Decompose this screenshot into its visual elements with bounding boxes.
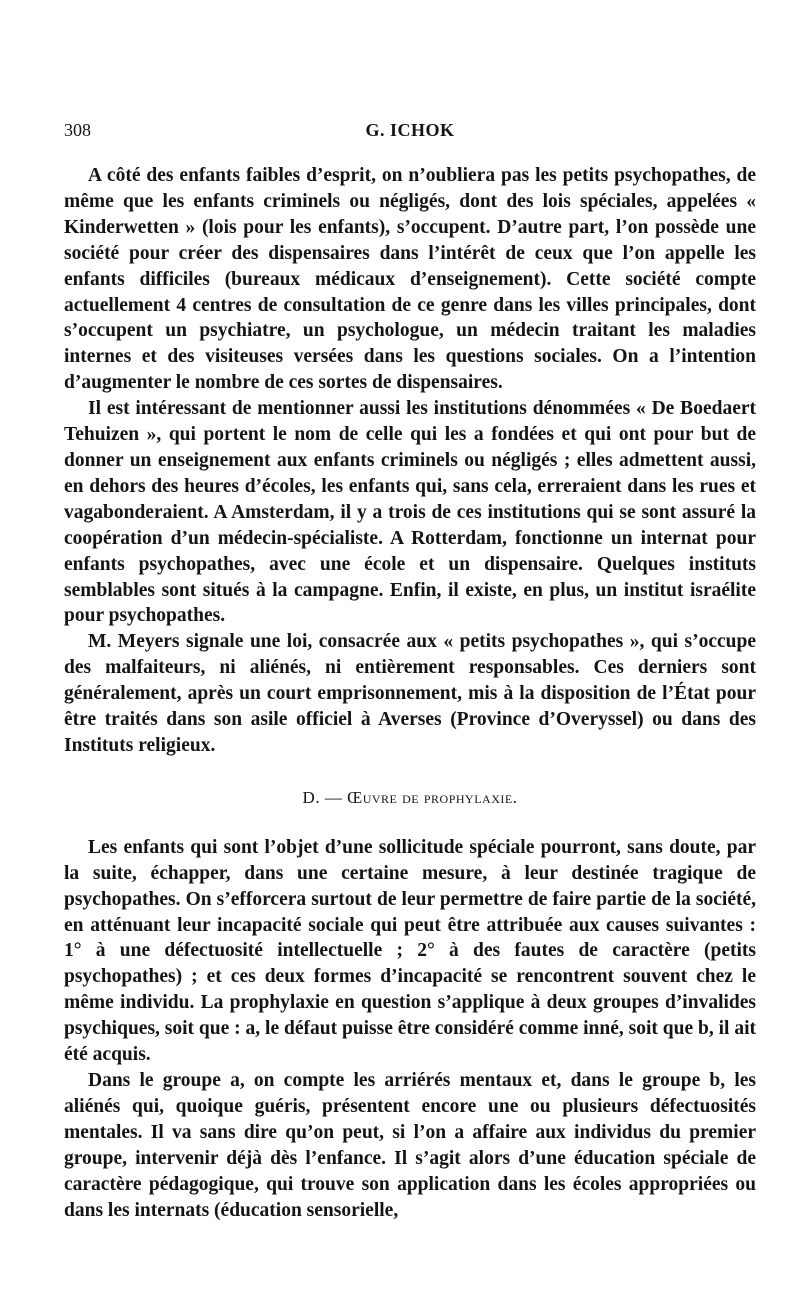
paragraph-dispensaries: A côté des enfants faibles d’esprit, on n’oubliera pas les petits psychopathes, de même que les enfants criminels ou négligés, dont des lois spéciales, appelées « Kinderwetten » (lois pour les enfants), s’occupent. D’autre part, l’on possède une société pour créer des dispensaires dans l’intérêt de ceux que l’on appelle les enfants difficiles (bureaux médicaux d’enseignement). Cette société compte actuellement 4 centres de consultation de ce genre dans les villes principales, dont s’occupent un psychiatre, un psychologue, un médecin traitant les maladies internes et des visiteuses versées dans les questions sociales. On a l’intention d’augmenter le nombre de ces sortes de dispensaires. [64, 165, 756, 394]
paragraph-institutions: Il est intéressant de mentionner aussi les institutions dénommées « De Boedaert Tehuizen », qui portent le nom de celle qui les a fondées et qui ont pour but de donner un enseignement aux enfants criminels ou négligés ; elles admettent aussi, en dehors des heures d’écoles, les enfants qui, sans cela, erreraient dans les rues et vagabonderaient. A Amsterdam, il y a trois de ces institutions qui se sont assuré la coopération d’un médecin-spécialiste. A Rotterdam, fonctionne un internat pour enfants psychopathes, avec une école et un dispensaire. Quelques instituts semblables sont situés à la campagne. Enfin, il existe, en plus, un institut israélite pour psychopathes. [64, 398, 756, 627]
body-text [64, 163, 756, 1223]
section-title: Œuvre de prophylaxie. [347, 787, 518, 807]
paragraph-groups: Dans le groupe a, on compte les arriérés mentaux et, dans le groupe b, les aliénés qui, quoique guéris, présentent encore une ou plusieurs défectuosités mentales. Il va sans dire qu’on peut, si l’on a affaire aux individus du premier groupe, intervenir déjà dès l’enfance. Il s’agit alors d’une éducation spéciale de caractère pédagogique, qui trouve son application dans les écoles appropriées ou dans les internats (éducation sensorielle, [64, 1070, 756, 1221]
page-header [64, 120, 756, 146]
running-head: G. ICHOK [365, 120, 455, 140]
paragraph-law: M. Meyers signale une loi, consacrée aux « petits psychopathes », qui s’occupe des malfaiteurs, ni aliénés, ni entièrement responsables. Ces derniers sont généralement, après un court emprisonnement, mis à la disposition de l’État pour être traités dans son asile officiel à Averses (Province d’Overyssel) ou dans des Instituts religieux. [64, 631, 756, 756]
paragraph-prophylaxis: Les enfants qui sont l’objet d’une sollicitude spéciale pourront, sans doute, par la suite, échapper, dans une certaine mesure, à leur destinée tragique de psychopathes. On s’efforcera surtout de leur permettre de faire partie de la société, en atténuant leur incapacité sociale qui peut être attribuée aux causes suivantes : 1° à une défectuosité intellectuelle ; 2° à des fautes de caractère (petits psychopathes) ; et ces deux formes d’incapacité se rencontrent souvent chez le même individu. La prophylaxie en question s’applique à deux groupes d’invalides psychiques, soit que : a, le défaut puisse être considéré comme inné, soit que b, il ait été acquis. [64, 836, 756, 1066]
section-prefix: D. — [302, 787, 348, 807]
page-number: 308 [64, 120, 91, 140]
section-heading [64, 787, 756, 809]
